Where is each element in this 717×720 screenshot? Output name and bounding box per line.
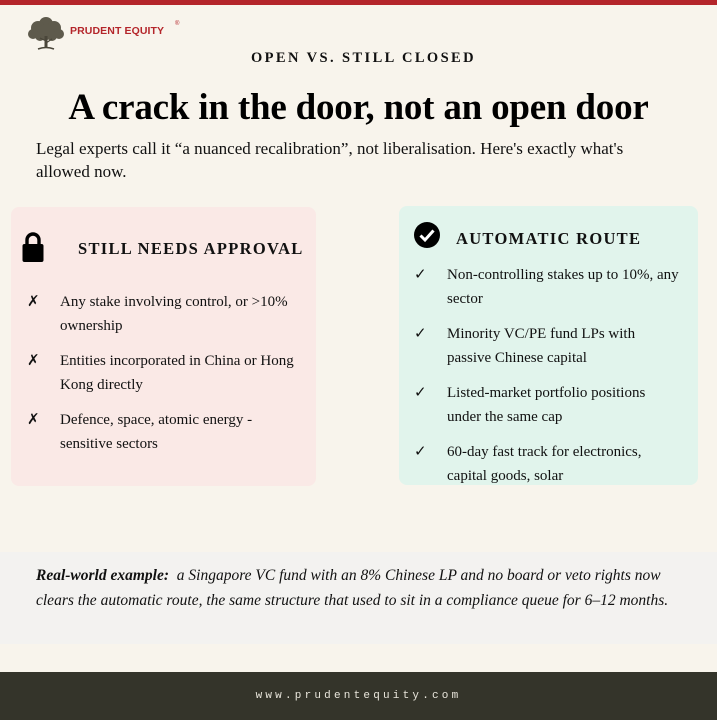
list-item <box>11 409 316 456</box>
list-item-text: Minority VC/PE fund LPs with passive Chinese capital <box>447 326 636 366</box>
automatic-route-card <box>399 206 698 485</box>
check-icon: ✓ <box>414 444 427 460</box>
list-item <box>399 323 698 370</box>
cross-icon: ✗ <box>27 412 40 428</box>
list-item <box>399 264 698 311</box>
list-item <box>399 382 698 429</box>
still-needs-approval-card <box>11 207 316 486</box>
example-text: a Singapore VC fund with an 8% Chinese LP and no board or veto rights now clears the automatic route, the same structure that used to sit in a compliance queue for 6–12 months. <box>36 567 669 609</box>
tree-icon <box>26 14 66 52</box>
page-title: A crack in the door, not an open door <box>68 87 649 128</box>
check-icon: ✓ <box>414 267 427 283</box>
still-needs-approval-list <box>11 291 316 468</box>
cross-icon: ✗ <box>27 353 40 369</box>
check-icon: ✓ <box>414 326 427 342</box>
page-subtitle: Legal experts call it “a nuanced recalibration”, not liberalisation. Here's exactly what's allowed now. <box>36 139 624 181</box>
check-circle-icon <box>414 222 440 248</box>
list-item-text: Any stake involving control, or >10% ownership <box>60 294 288 334</box>
footer-url[interactable]: www.prudentequity.com <box>255 690 462 702</box>
registered-mark: ® <box>175 21 180 27</box>
list-item <box>399 441 698 488</box>
example-callout <box>0 552 717 644</box>
list-item-text: Non-controlling stakes up to 10%, any sector <box>447 267 679 307</box>
automatic-route-title: AUTOMATIC ROUTE <box>456 229 642 248</box>
list-item-text: Listed-market portfolio positions under the same cap <box>447 385 646 425</box>
eyebrow-heading: OPEN VS. STILL CLOSED <box>250 50 476 66</box>
still-needs-approval-title: STILL NEEDS APPROVAL <box>78 239 304 258</box>
list-item <box>11 291 316 338</box>
example-label: Real-world example: <box>36 567 170 584</box>
brand-name: PRUDENT EQUITY <box>70 25 165 37</box>
check-icon: ✓ <box>414 385 427 401</box>
list-item-text: Entities incorporated in China or Hong Kong directly <box>60 353 294 393</box>
list-item <box>11 350 316 397</box>
footer <box>0 672 717 720</box>
lock-icon <box>22 231 44 263</box>
automatic-route-list <box>399 264 698 500</box>
list-item-text: 60-day fast track for electronics, capital goods, solar <box>447 444 642 484</box>
top-accent-bar <box>0 0 717 5</box>
example-body <box>36 564 686 613</box>
brand-logo[interactable] <box>26 14 180 52</box>
list-item-text: Defence, space, atomic energy - sensitive sectors <box>60 412 253 452</box>
cross-icon: ✗ <box>27 294 40 310</box>
